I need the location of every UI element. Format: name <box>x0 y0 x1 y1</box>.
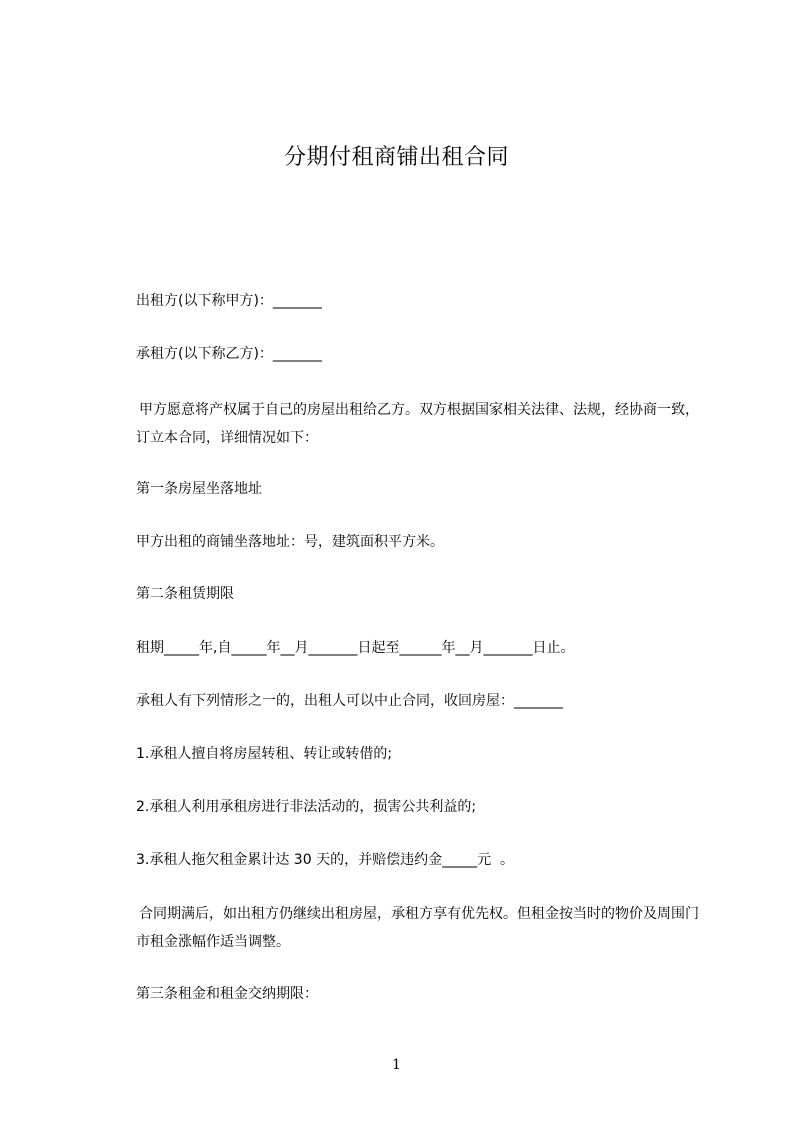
condition-3: 3.承租人拖欠租金累计达 30 天的，并赔偿违约金_____元 。 <box>136 852 514 868</box>
condition-2: 2.承租人利用承租房进行非法活动的，损害公共利益的; <box>136 799 477 815</box>
intro-paragraph: 甲方愿意将产权属于自己的房屋出租给乙方。双方根据国家相关法律、法规，经协商一致，订立本合同，详细情况如下： <box>136 402 699 446</box>
article-3-heading: 第三条租金和租金交纳期限： <box>136 986 318 1002</box>
document-title: 分期付租商铺出租合同 <box>283 145 509 170</box>
lease-term-line: 租期_____年,自_____年__月_______日起至______年__月_______日止。 <box>136 640 575 656</box>
renewal-paragraph: 合同期满后，如出租方仍继续出租房屋，承租方享有优先权。但租金按当时的物价及周围门市租金涨幅作适当调整。 <box>136 906 699 950</box>
article-1-text: 甲方出租的商铺坐落地址：号，建筑面积平方米。 <box>136 534 444 550</box>
condition-1: 1.承租人擅自将房屋转租、转让或转借的; <box>136 746 393 762</box>
lessor-line: 出租方(以下称甲方)：_______ <box>136 293 322 309</box>
lessee-line: 承租方(以下称乙方)：_______ <box>136 346 322 362</box>
article-1-heading: 第一条房屋坐落地址 <box>136 481 262 497</box>
article-2-heading: 第二条租赁期限 <box>136 586 234 602</box>
page-number: 1 <box>392 1057 401 1073</box>
termination-conditions: 承租人有下列情形之一的，出租人可以中止合同，收回房屋：_______ <box>136 693 563 709</box>
